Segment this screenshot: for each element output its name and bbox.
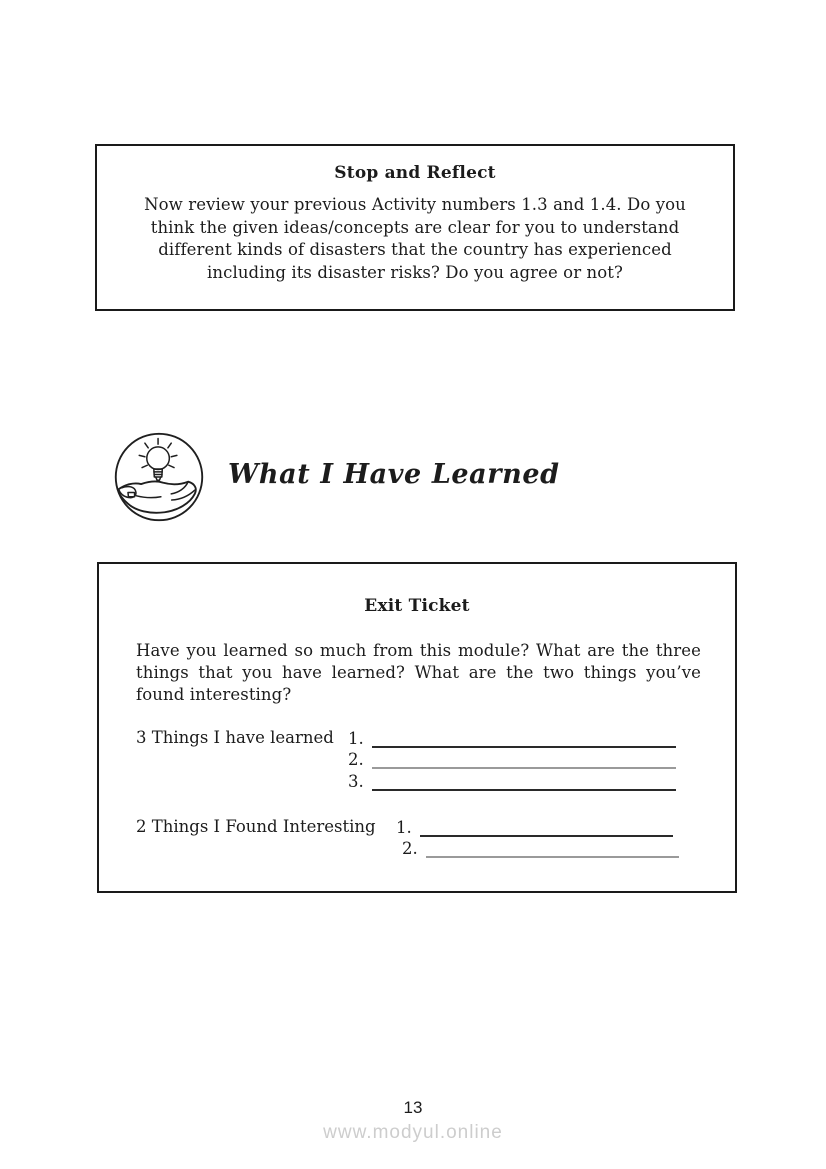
- blank-row: [402, 837, 679, 859]
- two-things-blanks: [396, 815, 679, 858]
- blank-number: 2.: [402, 839, 418, 858]
- three-things-blanks: [348, 726, 676, 791]
- three-things-label: 3 Things I have learned: [136, 728, 334, 747]
- blank-number: 1.: [348, 728, 364, 748]
- blank-number: 1.: [396, 817, 412, 837]
- answer-blank-line: [372, 773, 676, 791]
- stop-and-reflect-box: [95, 144, 735, 311]
- answer-blank-line: [372, 751, 676, 769]
- what-i-have-learned-header: [112, 430, 672, 525]
- blank-row: [348, 748, 676, 770]
- blank-row: [348, 769, 676, 791]
- answer-blank-line: [420, 819, 673, 837]
- lightbulb-in-hand-icon: [112, 430, 206, 524]
- exit-ticket-text: Have you learned so much from this module? What are the three things that you have learned? What are the two things you’ve found interesting?: [136, 641, 701, 705]
- blank-row: [348, 726, 676, 748]
- two-things-label: 2 Things I Found Interesting: [136, 817, 376, 836]
- stop-and-reflect-title: Stop and Reflect: [334, 163, 496, 183]
- answer-blank-line: [426, 840, 679, 858]
- exit-ticket-box: [97, 562, 737, 893]
- page-number: 13: [403, 1098, 423, 1117]
- watermark: www.modyul.online: [323, 1122, 503, 1143]
- blank-number: 3.: [348, 771, 364, 791]
- section-title: What I Have Learned: [228, 459, 560, 490]
- blank-number: 2.: [348, 750, 364, 769]
- answer-blank-line: [372, 730, 676, 748]
- stop-and-reflect-text: Now review your previous Activity numbers 1.3 and 1.4. Do you think the given ideas/concepts are clear for you to understand different kinds of disasters that the country has experienced including its disaster risks? Do you agree or not?: [144, 195, 686, 282]
- blank-row: [396, 815, 679, 837]
- exit-ticket-title: Exit Ticket: [364, 596, 470, 616]
